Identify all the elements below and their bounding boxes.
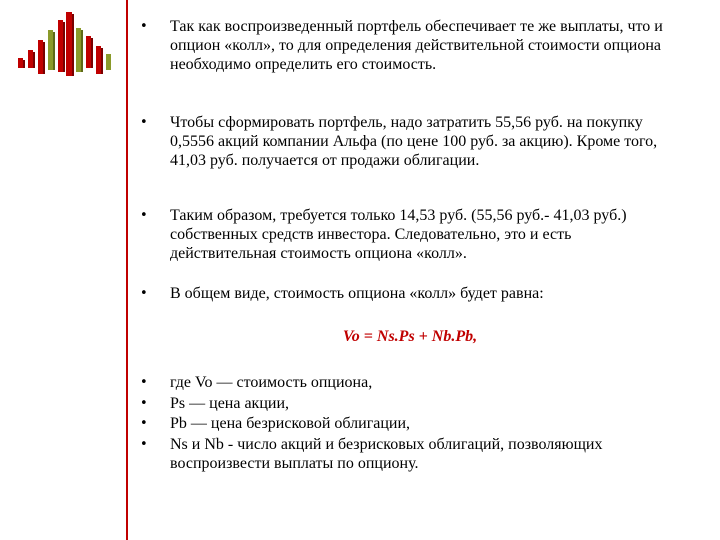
definition-text: Pb — цена безрисковой облигации, [170, 415, 411, 432]
bullet-text: Чтобы сформировать портфель, надо затратить 55,56 руб. на покупку 0,5556 акций компании Альфа (по цене 100 руб. за акцию). Кроме того, 41,03 руб. получается от продажи облигации. [170, 114, 658, 169]
formula: Vo = Ns.Ps + Nb.Pb, [342, 328, 478, 345]
definition-text: Ps — цена акции, [170, 395, 290, 412]
bullet-marker: • [140, 396, 148, 411]
vertical-divider [126, 0, 128, 540]
definition-text: Ns и Nb - число акций и безрисковых облигаций, позволяющих воспроизвести выплаты по опциону. [170, 436, 603, 472]
definition-text: где Vo — стоимость опциона, [170, 374, 373, 391]
bar-chart-logo-icon [0, 0, 120, 90]
bullet-marker: • [140, 437, 148, 452]
bullet-marker: • [140, 208, 148, 223]
bullet-marker: • [140, 416, 148, 431]
bullet-marker: • [140, 19, 148, 34]
bullet-marker: • [140, 375, 148, 390]
bullet-marker: • [140, 286, 148, 301]
bullet-marker: • [140, 115, 148, 130]
bullet-text: Так как воспроизведенный портфель обеспечивает те же выплаты, что и опцион «колл», то для определения действительной стоимости опциона необходимо определить его стоимость. [170, 18, 663, 73]
bullet-text: В общем виде, стоимость опциона «колл» будет равна: [170, 285, 544, 302]
bullet-text: Таким образом, требуется только 14,53 руб. (55,56 руб.- 41,03 руб.) собственных средств инвестора. Следовательно, это и есть действительная стоимость опциона «колл». [170, 207, 627, 262]
